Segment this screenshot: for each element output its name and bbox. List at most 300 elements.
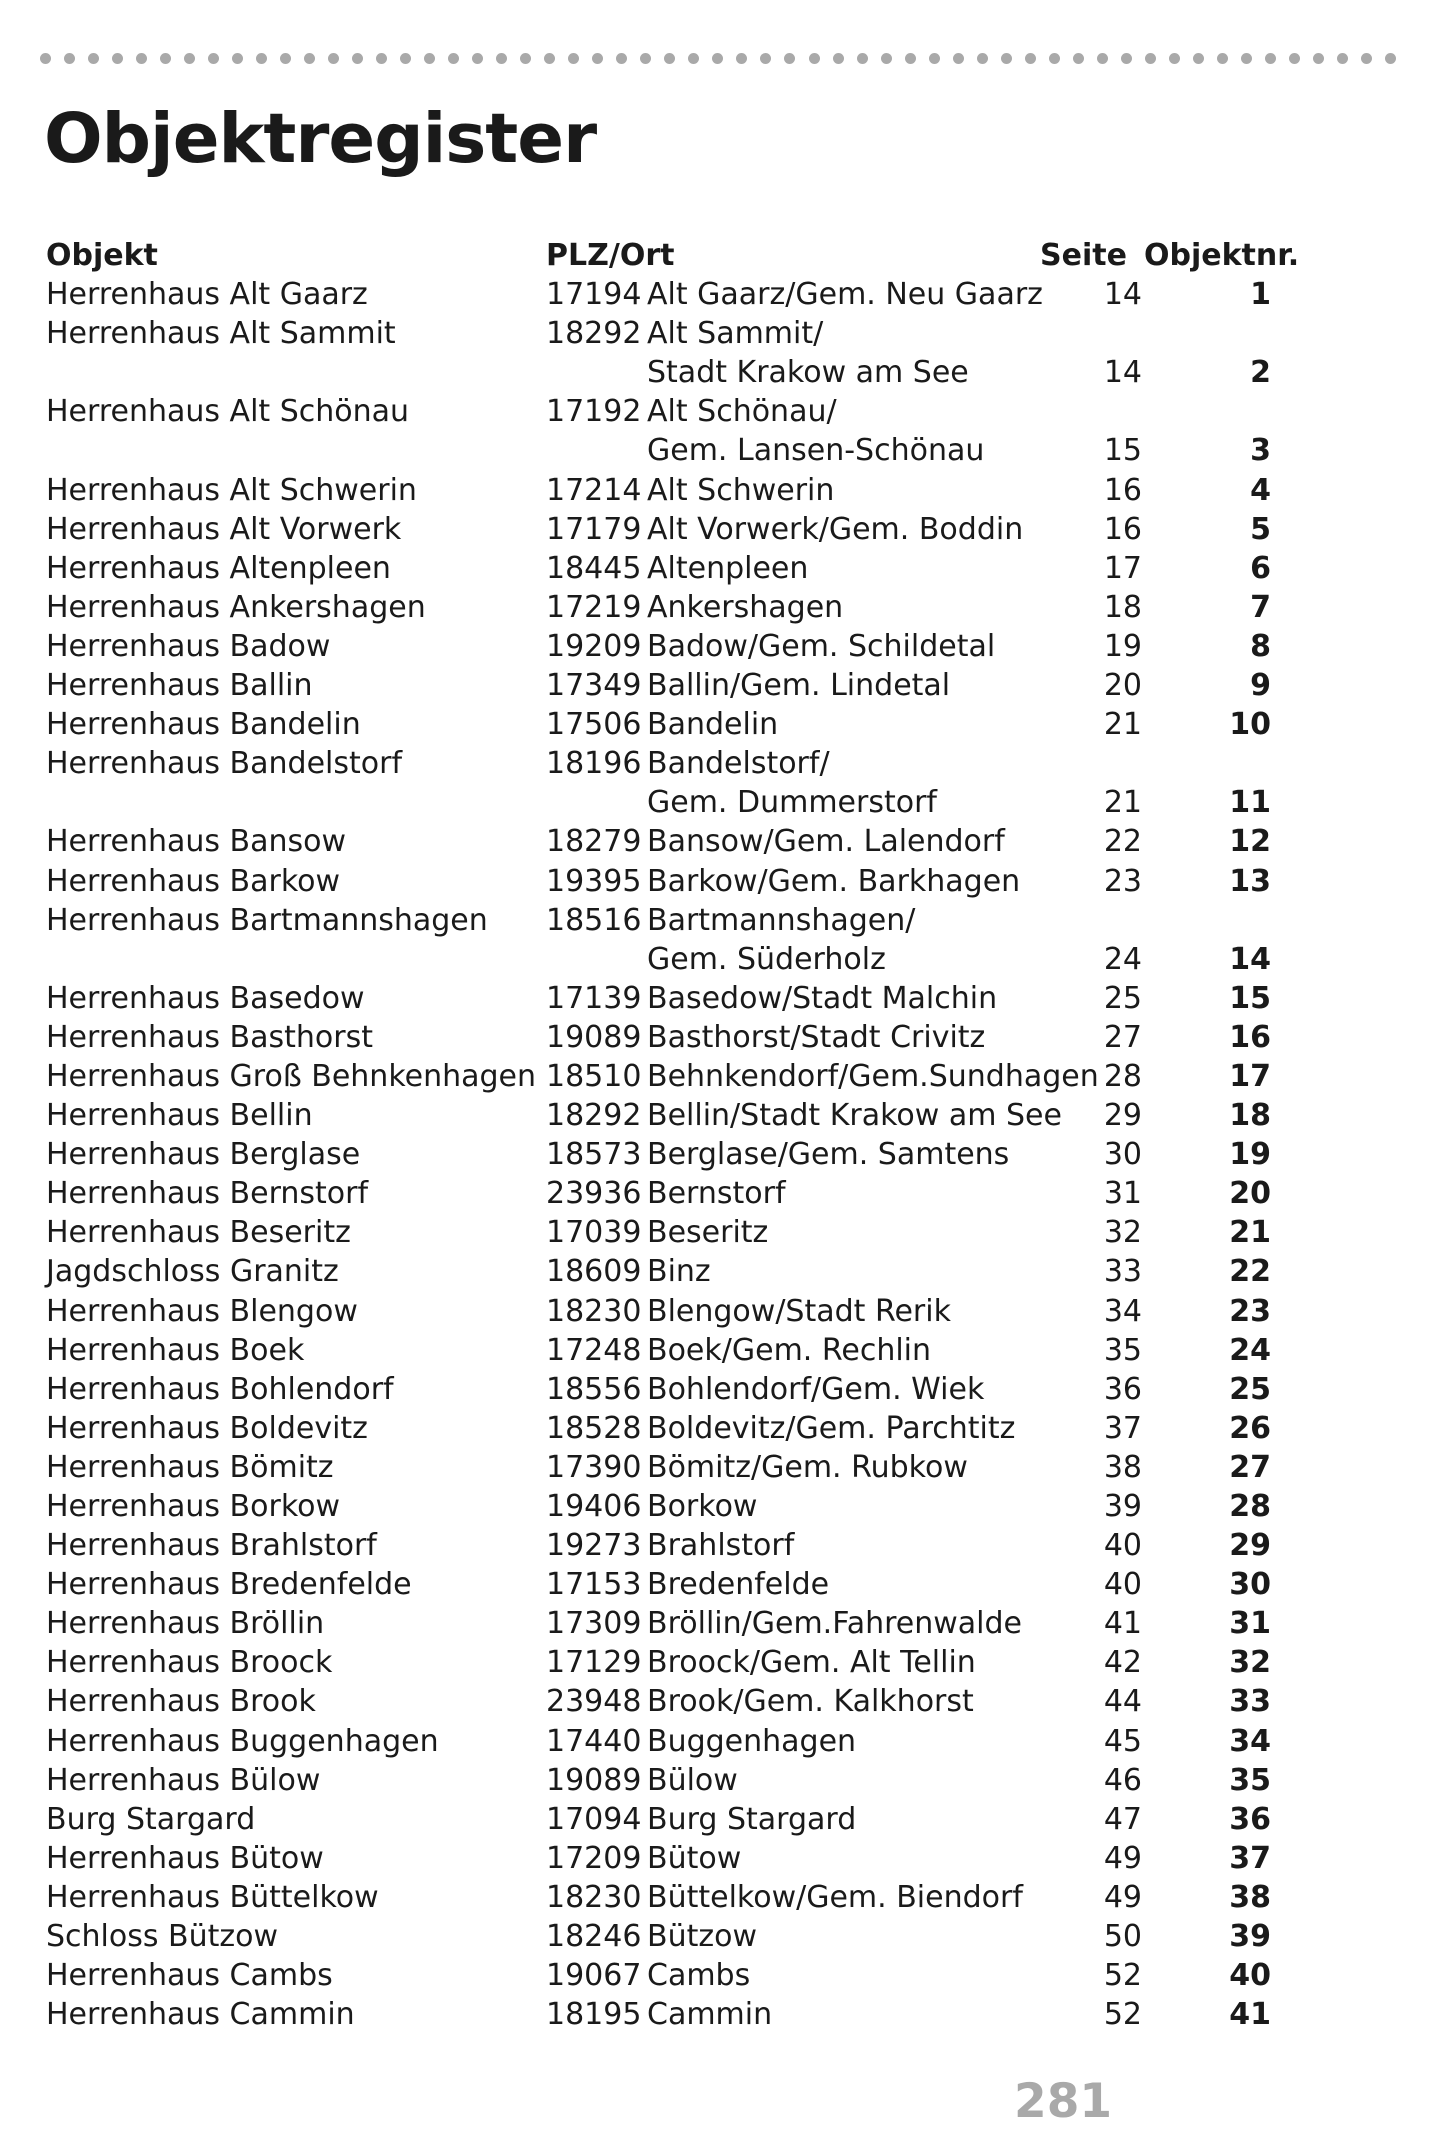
place-name	[647, 1604, 1022, 1643]
rule-dot	[857, 53, 868, 64]
rule-dot	[592, 53, 603, 64]
place-name	[647, 666, 950, 705]
register-row	[46, 471, 1296, 510]
object-name: Burg Stargard	[46, 1801, 256, 1837]
page-ref: 44	[1103, 1684, 1142, 1720]
postal-code: 19067	[546, 1958, 642, 1994]
place-line: Bömitz/Gem. Rubkow	[647, 1449, 968, 1485]
register-row	[46, 1682, 1296, 1721]
rule-dot	[1073, 53, 1084, 64]
rule-dot	[1145, 53, 1156, 64]
postal-code: 18292	[546, 316, 642, 352]
postal-code: 17349	[546, 668, 642, 704]
postal-code: 19089	[546, 1019, 642, 1055]
object-name: Herrenhaus Ballin	[46, 668, 313, 704]
page-ref: 34	[1103, 1293, 1142, 1329]
rule-dot	[905, 53, 916, 64]
object-name: Herrenhaus Bansow	[46, 824, 347, 860]
rule-dot	[784, 53, 795, 64]
page-ref: 17	[1103, 550, 1142, 586]
register-row	[46, 627, 1296, 666]
rule-dot	[640, 53, 651, 64]
place-line: Bütow	[647, 1840, 742, 1876]
register-row	[46, 1174, 1296, 1213]
object-number: 5	[1250, 511, 1271, 547]
rule-dot	[184, 53, 195, 64]
object-name: Herrenhaus Alt Gaarz	[46, 277, 368, 313]
object-name: Herrenhaus Bütow	[46, 1840, 324, 1876]
place-line: Boek/Gem. Rechlin	[647, 1332, 932, 1368]
rule-dot	[400, 53, 411, 64]
place-line: Basthorst/Stadt Crivitz	[647, 1019, 986, 1055]
rule-dot	[1169, 53, 1180, 64]
place-line: Broock/Gem. Alt Tellin	[647, 1645, 976, 1681]
postal-code: 17390	[546, 1449, 642, 1485]
place-line: Alt Gaarz/Gem. Neu Gaarz	[647, 277, 1043, 313]
postal-code: 18609	[546, 1254, 642, 1290]
postal-code: 23936	[546, 1176, 642, 1212]
place-name	[647, 1252, 711, 1291]
register-row	[46, 1292, 1296, 1331]
object-number: 6	[1250, 550, 1271, 586]
register-row	[46, 392, 1296, 470]
page-ref: 38	[1103, 1449, 1142, 1485]
object-name: Herrenhaus Broock	[46, 1645, 333, 1681]
rule-dot	[232, 53, 243, 64]
page-ref: 31	[1103, 1176, 1142, 1212]
postal-code: 17219	[546, 589, 642, 625]
register-row	[46, 705, 1296, 744]
place-line: Beseritz	[647, 1215, 769, 1251]
page-ref: 14	[1103, 277, 1142, 313]
postal-code: 19209	[546, 628, 642, 664]
rule-dot	[328, 53, 339, 64]
place-line: Borkow	[647, 1489, 758, 1524]
register-row	[46, 1331, 1296, 1370]
rule-dot	[160, 53, 171, 64]
rule-dot	[64, 53, 75, 64]
postal-code: 19089	[546, 1762, 642, 1798]
page-title: Objektregister	[44, 99, 597, 179]
postal-code: 17248	[546, 1332, 642, 1368]
rule-dot	[1217, 53, 1228, 64]
register-row	[46, 1878, 1296, 1917]
object-number: 24	[1229, 1332, 1271, 1368]
object-number: 22	[1229, 1254, 1271, 1290]
page-ref: 16	[1103, 511, 1142, 547]
object-name: Herrenhaus Boek	[46, 1332, 305, 1368]
object-name: Herrenhaus Bredenfelde	[46, 1567, 412, 1603]
rule-dot	[688, 53, 699, 64]
register-row	[46, 1448, 1296, 1487]
page-ref: 40	[1103, 1528, 1142, 1564]
object-number: 26	[1229, 1410, 1271, 1446]
rule-dot	[1385, 53, 1396, 64]
place-name	[647, 901, 915, 979]
page-ref: 36	[1103, 1371, 1142, 1407]
rule-dot	[448, 53, 459, 64]
register-row	[46, 1135, 1296, 1174]
object-number: 11	[1229, 785, 1271, 821]
place-line: Blengow/Stadt Rerik	[647, 1293, 951, 1329]
register-row	[46, 1643, 1296, 1682]
place-name	[647, 392, 984, 470]
postal-code: 19406	[546, 1489, 642, 1524]
place-name	[647, 1761, 738, 1800]
place-name	[647, 1722, 856, 1761]
place-line: Stadt Krakow am See	[647, 355, 969, 391]
postal-code: 17209	[546, 1840, 642, 1876]
rule-dot	[472, 53, 483, 64]
place-line: Gem. Lansen-Schönau	[647, 433, 985, 469]
register-row	[46, 1722, 1296, 1761]
postal-code: 19395	[546, 863, 642, 899]
place-line: Cammin	[647, 1997, 773, 2033]
place-name	[647, 1409, 1015, 1448]
register-row	[46, 1096, 1296, 1135]
register-row	[46, 744, 1296, 822]
object-number: 39	[1229, 1919, 1271, 1955]
place-line: Bützow	[647, 1919, 757, 1955]
object-name: Herrenhaus Barkow	[46, 863, 341, 899]
place-line: Alt Sammit/	[647, 316, 824, 352]
page-ref: 52	[1103, 1958, 1142, 1994]
place-name	[647, 1800, 856, 1839]
page-ref: 49	[1103, 1840, 1142, 1876]
object-number: 38	[1229, 1879, 1271, 1915]
rule-dot	[568, 53, 579, 64]
register-row	[46, 1761, 1296, 1800]
rule-dot	[112, 53, 123, 64]
register-row	[46, 1018, 1296, 1057]
page-ref: 33	[1103, 1254, 1142, 1290]
place-line: Büttelkow/Gem. Biendorf	[647, 1879, 1023, 1915]
object-name: Herrenhaus Alt Sammit	[46, 316, 396, 352]
page-ref: 28	[1103, 1058, 1142, 1094]
place-name	[647, 1643, 976, 1682]
postal-code: 18510	[546, 1058, 642, 1094]
place-name	[647, 744, 937, 822]
object-name: Herrenhaus Basedow	[46, 980, 365, 1016]
place-name	[647, 1135, 1009, 1174]
rule-dot	[520, 53, 531, 64]
place-name	[647, 1878, 1023, 1917]
place-name	[647, 1174, 786, 1213]
postal-code: 18279	[546, 824, 642, 860]
object-name: Herrenhaus Groß Behnkenhagen	[46, 1058, 537, 1094]
place-line: Gem. Süderholz	[647, 941, 886, 977]
object-name: Herrenhaus Beseritz	[46, 1215, 351, 1251]
rule-dot	[1337, 53, 1348, 64]
rule-dot	[1049, 53, 1060, 64]
rule-dot	[1121, 53, 1132, 64]
register-row	[46, 901, 1296, 979]
postal-code: 18196	[546, 746, 642, 782]
postal-code: 19273	[546, 1528, 642, 1564]
object-name: Herrenhaus Bandelin	[46, 707, 361, 743]
object-number: 3	[1250, 433, 1271, 469]
rule-dot	[712, 53, 723, 64]
page-ref: 29	[1103, 1098, 1142, 1134]
page-ref: 24	[1103, 941, 1142, 977]
place-line: Cambs	[647, 1958, 751, 1994]
register-row	[46, 1409, 1296, 1448]
register-row	[46, 1917, 1296, 1956]
object-number: 34	[1229, 1723, 1271, 1759]
rule-dot	[1193, 53, 1204, 64]
postal-code: 17139	[546, 980, 642, 1016]
object-number: 32	[1229, 1645, 1271, 1681]
postal-code: 17192	[546, 394, 642, 430]
register-row	[46, 1526, 1296, 1565]
object-number: 29	[1229, 1528, 1271, 1564]
object-number: 40	[1229, 1958, 1271, 1994]
object-name: Herrenhaus Borkow	[46, 1489, 341, 1524]
place-line: Bülow	[647, 1762, 738, 1798]
rule-dot	[304, 53, 315, 64]
page-ref: 41	[1103, 1606, 1142, 1642]
place-line: Alt Schönau/	[647, 394, 837, 430]
place-line: Alt Vorwerk/Gem. Boddin	[647, 511, 1024, 547]
register-row	[46, 549, 1296, 588]
rule-dot	[1001, 53, 1012, 64]
postal-code: 18230	[546, 1879, 642, 1915]
place-line: Berglase/Gem. Samtens	[647, 1137, 1010, 1173]
register-row	[46, 275, 1296, 314]
page-ref: 22	[1103, 824, 1142, 860]
object-number: 33	[1229, 1684, 1271, 1720]
object-number: 14	[1229, 941, 1271, 977]
postal-code: 17179	[546, 511, 642, 547]
object-name: Herrenhaus Brook	[46, 1684, 316, 1720]
postal-code: 17194	[546, 277, 642, 313]
register-row	[46, 1370, 1296, 1409]
place-line: Ballin/Gem. Lindetal	[647, 668, 951, 704]
object-number: 31	[1229, 1606, 1271, 1642]
page-ref: 40	[1103, 1567, 1142, 1603]
page-ref: 50	[1103, 1919, 1142, 1955]
object-number: 2	[1250, 355, 1271, 391]
place-line: Badow/Gem. Schildetal	[647, 628, 996, 664]
place-line: Bansow/Gem. Lalendorf	[647, 824, 1005, 860]
page-ref: 49	[1103, 1879, 1142, 1915]
rule-dot	[1361, 53, 1372, 64]
register-row	[46, 1487, 1296, 1526]
rule-dot	[1025, 53, 1036, 64]
rule-dot	[1097, 53, 1108, 64]
register-row	[46, 588, 1296, 627]
object-number: 23	[1229, 1293, 1271, 1329]
rule-dot	[136, 53, 147, 64]
postal-code: 17039	[546, 1215, 642, 1251]
rule-dot	[664, 53, 675, 64]
column-header-objektnr: Objektnr.	[1144, 238, 1300, 273]
postal-code: 18292	[546, 1098, 642, 1134]
register-row	[46, 1057, 1296, 1096]
rule-dot	[352, 53, 363, 64]
rule-dot	[280, 53, 291, 64]
register-row	[46, 1995, 1296, 2034]
place-line: Barkow/Gem. Barkhagen	[647, 863, 1021, 899]
place-name	[647, 1292, 951, 1331]
place-name	[647, 1995, 772, 2034]
place-line: Bredenfelde	[647, 1567, 830, 1603]
object-number: 13	[1229, 863, 1271, 899]
object-number: 19	[1229, 1137, 1271, 1173]
object-number: 10	[1229, 707, 1271, 743]
postal-code: 18516	[546, 902, 642, 938]
object-name: Herrenhaus Ankershagen	[46, 589, 426, 625]
page-ref: 35	[1103, 1332, 1142, 1368]
column-header-plz-ort: PLZ/Ort	[546, 238, 675, 273]
object-number: 12	[1229, 824, 1271, 860]
postal-code: 17506	[546, 707, 642, 743]
postal-code: 17153	[546, 1567, 642, 1603]
page-ref: 14	[1103, 355, 1142, 391]
object-name: Schloss Bützow	[46, 1919, 279, 1955]
object-name: Herrenhaus Bohlendorf	[46, 1371, 394, 1407]
object-number: 17	[1229, 1058, 1271, 1094]
column-header-seite: Seite	[1040, 238, 1127, 273]
place-name	[647, 314, 969, 392]
register-row	[46, 1800, 1296, 1839]
postal-code: 17129	[546, 1645, 642, 1681]
register-row	[46, 979, 1296, 1018]
rule-dot	[953, 53, 964, 64]
place-name	[647, 627, 995, 666]
rule-dot	[809, 53, 820, 64]
rule-dot	[544, 53, 555, 64]
register-row	[46, 1213, 1296, 1252]
place-name	[647, 1956, 750, 1995]
page-ref: 23	[1103, 863, 1142, 899]
rule-dot	[977, 53, 988, 64]
rule-dot	[88, 53, 99, 64]
page-ref: 27	[1103, 1019, 1142, 1055]
page-ref: 21	[1103, 707, 1142, 743]
postal-code: 18556	[546, 1371, 642, 1407]
register-row	[46, 822, 1296, 861]
place-name	[647, 1487, 757, 1526]
register-rows	[46, 275, 1296, 2034]
place-name	[647, 705, 778, 744]
place-line: Alt Schwerin	[647, 472, 835, 508]
place-line: Brook/Gem. Kalkhorst	[647, 1684, 974, 1720]
register-row	[46, 1252, 1296, 1291]
postal-code: 18573	[546, 1137, 642, 1173]
place-name	[647, 471, 834, 510]
place-name	[647, 1018, 985, 1057]
place-name	[647, 1096, 1062, 1135]
object-number: 15	[1229, 980, 1271, 1016]
object-name: Herrenhaus Alt Vorwerk	[46, 511, 402, 547]
place-name	[647, 979, 997, 1018]
place-name	[647, 510, 1023, 549]
page-ref: 52	[1103, 1997, 1142, 2033]
rule-dot	[929, 53, 940, 64]
place-line: Bartmannshagen/	[647, 902, 916, 938]
rule-dot	[376, 53, 387, 64]
object-name: Herrenhaus Bernstorf	[46, 1176, 369, 1212]
register-row	[46, 314, 1296, 392]
rule-dot	[496, 53, 507, 64]
place-name	[647, 822, 1005, 861]
object-name: Herrenhaus Bandelstorf	[46, 746, 403, 782]
rule-dot	[736, 53, 747, 64]
place-line: Gem. Dummerstorf	[647, 785, 937, 821]
postal-code: 18528	[546, 1410, 642, 1446]
postal-code: 17309	[546, 1606, 642, 1642]
postal-code: 23948	[546, 1684, 642, 1720]
page-ref: 16	[1103, 472, 1142, 508]
postal-code: 17214	[546, 472, 642, 508]
rule-dot	[760, 53, 771, 64]
place-line: Bohlendorf/Gem. Wiek	[647, 1371, 985, 1407]
place-line: Ankershagen	[647, 589, 844, 625]
object-number: 30	[1229, 1567, 1271, 1603]
object-name: Herrenhaus Berglase	[46, 1137, 361, 1173]
place-line: Basedow/Stadt Malchin	[647, 980, 998, 1016]
object-name: Herrenhaus Basthorst	[46, 1019, 373, 1055]
object-number: 41	[1229, 1997, 1271, 2033]
place-name	[647, 1331, 931, 1370]
object-number: 16	[1229, 1019, 1271, 1055]
dotted-rule	[40, 52, 1396, 64]
object-number: 9	[1250, 668, 1271, 704]
place-name	[647, 862, 1020, 901]
page-ref: 30	[1103, 1137, 1142, 1173]
object-number: 27	[1229, 1449, 1271, 1485]
place-line: Bellin/Stadt Krakow am See	[647, 1098, 1062, 1134]
object-name: Herrenhaus Bömitz	[46, 1449, 334, 1485]
object-name: Jagdschloss Granitz	[46, 1254, 339, 1290]
register-row	[46, 1604, 1296, 1643]
object-name: Herrenhaus Bülow	[46, 1762, 321, 1798]
place-line: Buggenhagen	[647, 1723, 857, 1759]
object-number: 25	[1229, 1371, 1271, 1407]
rule-dot	[1313, 53, 1324, 64]
postal-code: 18445	[546, 550, 642, 586]
column-header-row	[46, 236, 1300, 275]
page-ref: 32	[1103, 1215, 1142, 1251]
place-line: Burg Stargard	[647, 1801, 857, 1837]
rule-dot	[424, 53, 435, 64]
rule-dot	[1265, 53, 1276, 64]
place-name	[647, 275, 1043, 314]
page-ref: 42	[1103, 1645, 1142, 1681]
place-line: Altenpleen	[647, 550, 809, 586]
place-line: Behnkendorf/Gem.Sundhagen	[647, 1058, 1099, 1094]
object-name: Herrenhaus Buggenhagen	[46, 1723, 439, 1759]
object-name: Herrenhaus Cambs	[46, 1958, 333, 1994]
register-row	[46, 1565, 1296, 1604]
page-ref: 45	[1103, 1723, 1142, 1759]
register-row	[46, 1956, 1296, 1995]
object-name: Herrenhaus Cammin	[46, 1997, 355, 2033]
postal-code: 17094	[546, 1801, 642, 1837]
object-number: 37	[1229, 1840, 1271, 1876]
place-line: Bandelstorf/	[647, 746, 830, 782]
page-ref: 46	[1103, 1762, 1142, 1798]
place-line: Boldevitz/Gem. Parchtitz	[647, 1410, 1016, 1446]
place-line: Bernstorf	[647, 1176, 786, 1212]
place-name	[647, 588, 843, 627]
page-ref: 25	[1103, 980, 1142, 1016]
object-number: 1	[1250, 277, 1271, 313]
object-number: 18	[1229, 1098, 1271, 1134]
page-ref: 20	[1103, 668, 1142, 704]
object-name: Herrenhaus Bartmannshagen	[46, 902, 488, 938]
